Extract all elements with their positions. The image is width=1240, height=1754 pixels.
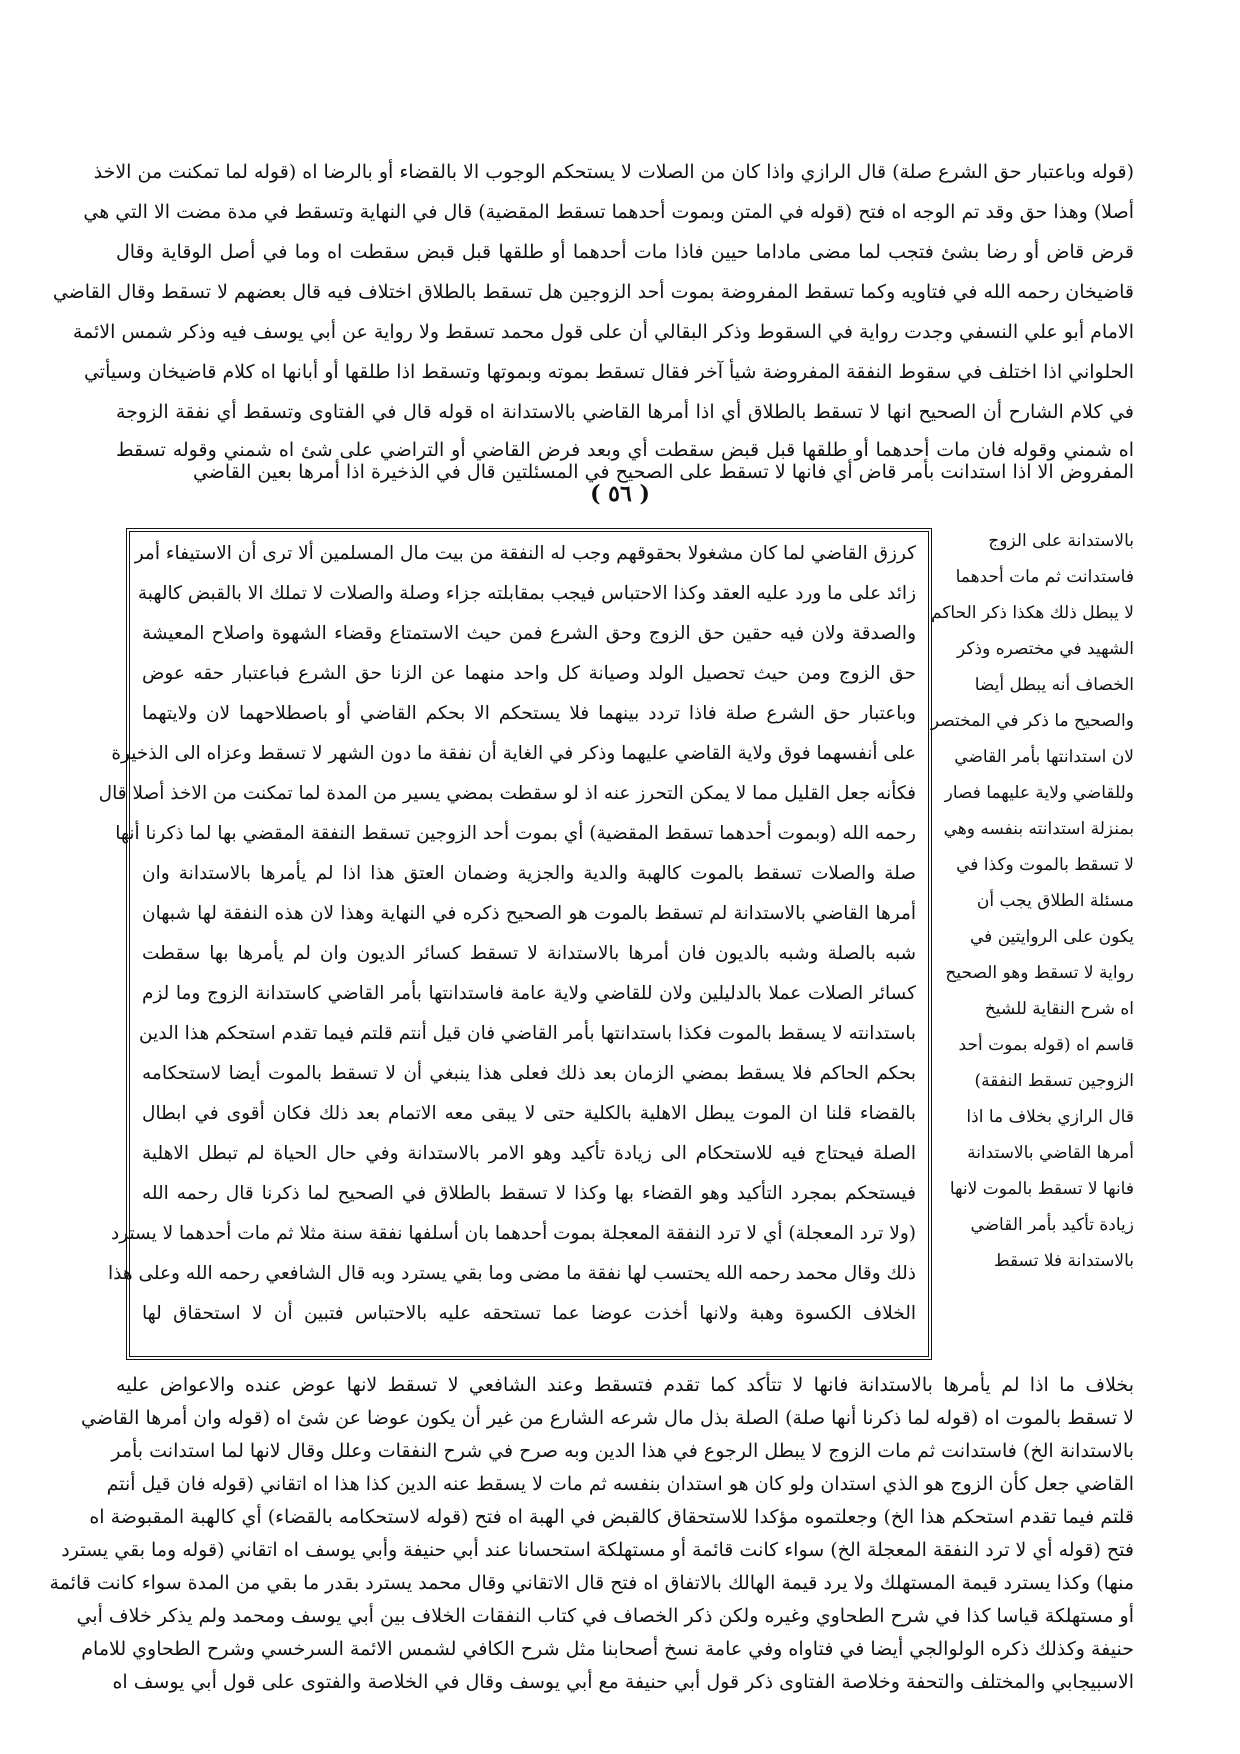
top-line: قاضيخان رحمه الله في فتاويه وكما تسقط المفروضة بموت أحد الزوجين هل تسقط بالطلاق اختلاف فيه قال بعضهم لا تسقط وقال القاضي xyxy=(52,281,1134,303)
top-commentary xyxy=(52,161,1135,516)
top-line: الامام أبو علي النسفي وجدت رواية في السقوط وذكر البقالي أن على قول محمد تسقط ولا رواية عن أبي يوسف فيه وذكر شمس الائمة xyxy=(72,321,1134,343)
bottom-line: لا تسقط بالموت اه (قوله لما ذكرنا أنها صلة) الصلة بذل مال شرعه الشارع من غير أن يكون عوضا عن شئ اه (قوله وان أمرها القاضي xyxy=(81,1407,1134,1429)
top-line: المفروض الا اذا استدانت بأمر قاض أي فانها لا تسقط على الصحيح في المسئلتين قال في الذخيرة اذا أمرها بعين القاضي xyxy=(192,461,1134,483)
side-line: لا يبطل ذلك هكذا ذكر الحاكم xyxy=(931,603,1134,623)
side-line: بمنزلة استدانته بنفسه وهي xyxy=(943,819,1134,839)
main-line: وباعتبار حق الشرع صلة فاذا تردد بينهما فلا يستحكم الا بحكم القاضي أو باصطلاحهما لان ولايتهما xyxy=(142,703,916,724)
top-line: الحلواني اذا اختلف في سقوط النفقة المفروضة شيأ آخر فقال تسقط بموته وبموتها وتسقط اذا طلقها أو أبانها اه كلام قاضيخان وسيأتي xyxy=(83,361,1134,383)
side-line: مسئلة الطلاق يجب أن xyxy=(976,891,1134,911)
bottom-commentary xyxy=(49,1370,1134,1700)
main-line: كسائر الصلات عملا بالدليلين ولان للقاضي ولاية عامة فاستدانتها بأمر القاضي كاستدانة الزوج وما لزم xyxy=(142,983,916,1004)
side-line: يكون على الروايتين في xyxy=(970,927,1134,947)
page-number: ( ٥٦ ) xyxy=(590,481,650,507)
side-line: بالاستدانة فلا تسقط xyxy=(993,1251,1134,1271)
main-line: باستدانته لا يسقط بالموت فكذا باستدانتها بأمر القاضي فان قيل أنتم قلتم فيما تقدم استحكم هذا الدين xyxy=(139,1023,916,1044)
bottom-line: منها) وكذا يسترد قيمة المستهلك ولا يرد قيمة الهالك بالاتفاق اه فتح قال الاتقاني وقال محمد يسترد بقدر ما بقي من المدة سواء كانت قائمة xyxy=(49,1572,1134,1594)
main-line: (ولا ترد المعجلة) أي لا ترد النفقة المعجلة بموت أحدهما بان أسلفها نفقة سنة مثلا ثم مات أحدهما لا يسترد xyxy=(111,1223,916,1244)
bottom-line: أو مستهلكة قياسا كذا في شرح الطحاوي وغيره ولكن ذكر الخصاف في كتاب النفقات الخلاف بين أبي يوسف ومحمد ولم يذكر خلاف أبي xyxy=(76,1605,1134,1627)
main-line: فكأنه جعل القليل مما لا يمكن التحرز عنه اذ لو سقطت بمضي يسير من المدة لما تمكنت من الاخذ أصلا قال xyxy=(98,783,916,804)
main-text xyxy=(98,540,916,1348)
side-commentary xyxy=(930,528,1134,1360)
bottom-line: بالاستدانة الخ) فاستدانت ثم مات الزوج لا يبطل الرجوع في هذا الدين وبه صرح في شرح النفقات وعلل وقال لانها لما استدانت بأمر xyxy=(111,1440,1134,1462)
top-line: في كلام الشارح أن الصحيح انها لا تسقط بالطلاق أي اذا أمرها القاضي بالاستدانة اه قوله قال في الفتاوى وتسقط أي نفقة الزوجة xyxy=(116,401,1134,423)
side-line: بالاستدانة على الزوج xyxy=(988,531,1134,551)
side-line: زيادة تأكيد بأمر القاضي xyxy=(970,1215,1134,1235)
main-text-frame xyxy=(98,528,932,1360)
side-line: اه شرح النقاية للشيخ xyxy=(984,999,1134,1019)
side-line: رواية لا تسقط وهو الصحيح xyxy=(945,963,1134,983)
bottom-line: الاسبيجابي والمختلف والتحفة وخلاصة الفتاوى ذكر قول أبي حنيفة مع أبي يوسف وقال في الخلاصة والفتوى على قول أبي يوسف اه xyxy=(112,1671,1134,1693)
side-line: الزوجين تسقط النفقة) xyxy=(974,1071,1134,1091)
main-line: رحمه الله (وبموت أحدهما تسقط المقضية) أي بموت أحد الزوجين تسقط النفقة المقضي بها لما ذكرنا أنها xyxy=(115,823,916,844)
side-line: أمرها القاضي بالاستدانة xyxy=(967,1143,1134,1163)
side-line: لا تسقط بالموت وكذا في xyxy=(956,855,1134,875)
top-line: اه شمني وقوله فان مات أحدهما أو طلقها قبل قبض سقطت أي وبعد فرض القاضي أو التراضي على شئ اه شمني وقوله تسقط xyxy=(116,439,1135,461)
side-line: فاستدانت ثم مات أحدهما xyxy=(955,567,1134,587)
side-line: لان استدانتها بأمر القاضي xyxy=(954,747,1134,767)
top-line: قرض قاض أو رضا بشئ فتجب لما مضى ماداما حيين فاذا مات أحدهما أو طلقها قبل قبض سقطت اه وما في أصل الوقاية وقال xyxy=(116,241,1134,263)
side-line: قال الرازي بخلاف ما اذا xyxy=(966,1107,1134,1127)
bottom-line: قلتم فيما تقدم استحكم هذا الخ) وجعلتموه مؤكدا للاستحقاق كالقبض في الهبة اه فتح (قوله لاستحكامه بالقضاء) أي كالهبة المقبوضة اه xyxy=(89,1506,1134,1528)
bottom-line: بخلاف ما اذا لم يأمرها بالاستدانة فانها لا تتأكد كما تقدم فتسقط وعند الشافعي لا تسقط لانها عوض عنده والاعواض عليه xyxy=(116,1374,1134,1396)
side-line: وللقاضي ولاية عليهما فصار xyxy=(944,783,1134,803)
main-line: صلة والصلات تسقط بالموت كالهبة والدية والجزية وضمان العتق هذا اذا لم يأمرها بالاستدانة وان xyxy=(142,863,916,884)
main-line: ذلك وقال محمد رحمه الله يحتسب لها نفقة ما مضى وما بقي يسترد وبه قال الشافعي رحمه الله وعلى هذا xyxy=(107,1263,916,1284)
main-line: بالقضاء قلنا ان الموت يبطل الاهلية بالكلية حتى لا يبقى معه الاتمام بعد ذلك فكان أقوى في ابطال xyxy=(142,1103,916,1124)
main-line: الخلاف الكسوة وهبة ولانها أخذت عوضا عما تستحقه عليه بالاحتباس فتبين أن لا استحقاق لها xyxy=(142,1303,916,1324)
main-line: حق الزوج ومن حيث تحصيل الولد وصيانة كل واحد منهما عن الزنا حق الشرع فباعتبار حقه عوض xyxy=(142,663,916,684)
bottom-line: فتح (قوله أي لا ترد النفقة المعجلة الخ) سواء كانت قائمة أو مستهلكة استحسانا عند أبي حنيفة وأبي يوسف اه اتقاني (قوله وما بقي يسترد xyxy=(61,1539,1134,1561)
main-line: زائد على ما ورد عليه العقد وكذا الاحتباس فيجب بمقابلته جزاء وصلة والصلات لا تملك الا بالقبض كالهبة xyxy=(137,583,916,604)
side-line: فانها لا تسقط بالموت لانها xyxy=(949,1179,1134,1199)
side-line: الشهيد في مختصره وذكر xyxy=(957,639,1134,659)
top-line: (قوله وباعتبار حق الشرع صلة) قال الرازي واذا كان من الصلات لا يستحكم الوجوب الا بالقضاء أو بالرضا اه (قوله لما تمكنت من الاخذ xyxy=(93,161,1134,183)
bottom-line: القاضي جعل كأن الزوج هو الذي استدان ولو كان هو استدان بنفسه ثم مات لا يسقط عنه الدين كذا هذا اه اتقاني (قوله فان قيل أنتم xyxy=(106,1473,1134,1495)
main-line: كرزق القاضي لما كان مشغولا بحقوقهم وجب له النفقة من بيت مال المسلمين ألا ترى أن الاستيفاء أمر xyxy=(134,543,916,564)
main-line: فيستحكم بمجرد التأكيد وهو القضاء بها وكذا لا تسقط بالطلاق في الصحيح لما ذكرنا قال رحمه الله xyxy=(142,1183,916,1204)
main-line: والصدقة ولان فيه حقين حق الزوج وحق الشرع فمن حيث الاستمتاع وقضاء الشهوة واصلاح المعيشة xyxy=(142,623,916,644)
side-line: والصحيح ما ذكر في المختصر xyxy=(930,711,1134,731)
bottom-line: حنيفة وكذلك ذكره الولوالجي أيضا في فتاواه وفي عامة نسخ أصحابنا مثل شرح الكافي لشمس الائمة السرخسي وشرح الطحاوي للامام xyxy=(81,1638,1134,1660)
side-line: الخصاف أنه يبطل أيضا xyxy=(974,675,1134,695)
side-line: قاسم اه (قوله بموت أحد xyxy=(958,1035,1134,1055)
main-line: أمرها القاضي بالاستدانة لم تسقط بالموت هو الصحيح ذكره في النهاية وهذا لان هذه النفقة لها شبهان xyxy=(142,903,916,924)
top-line: أصلا) وهذا حق وقد تم الوجه اه فتح (قوله في المتن وبموت أحدهما تسقط المقضية) قال في النهاية وتسقط في مدة مضت الا التي هي xyxy=(83,201,1134,223)
main-line: شبه بالصلة وشبه بالديون فان أمرها بالاستدانة لا تسقط كسائر الديون وان لم يأمرها بها سقطت xyxy=(142,943,916,964)
main-line: على أنفسهما فوق ولاية القاضي عليهما وذكر في الغاية أن نفقة ما دون الشهر لا تسقط وعزاه الى الذخيرة xyxy=(111,743,916,764)
main-line: الصلة فيحتاج فيه للاستحكام الى زيادة تأكيد وهو الامر بالاستدانة وفي حال الحياة لم تبطل الاهلية xyxy=(142,1143,916,1164)
main-line: بحكم الحاكم فلا يسقط بمضي الزمان بعد ذلك فعلى هذا ينبغي أن لا تسقط بالموت أيضا لاستحكامه xyxy=(142,1063,916,1084)
